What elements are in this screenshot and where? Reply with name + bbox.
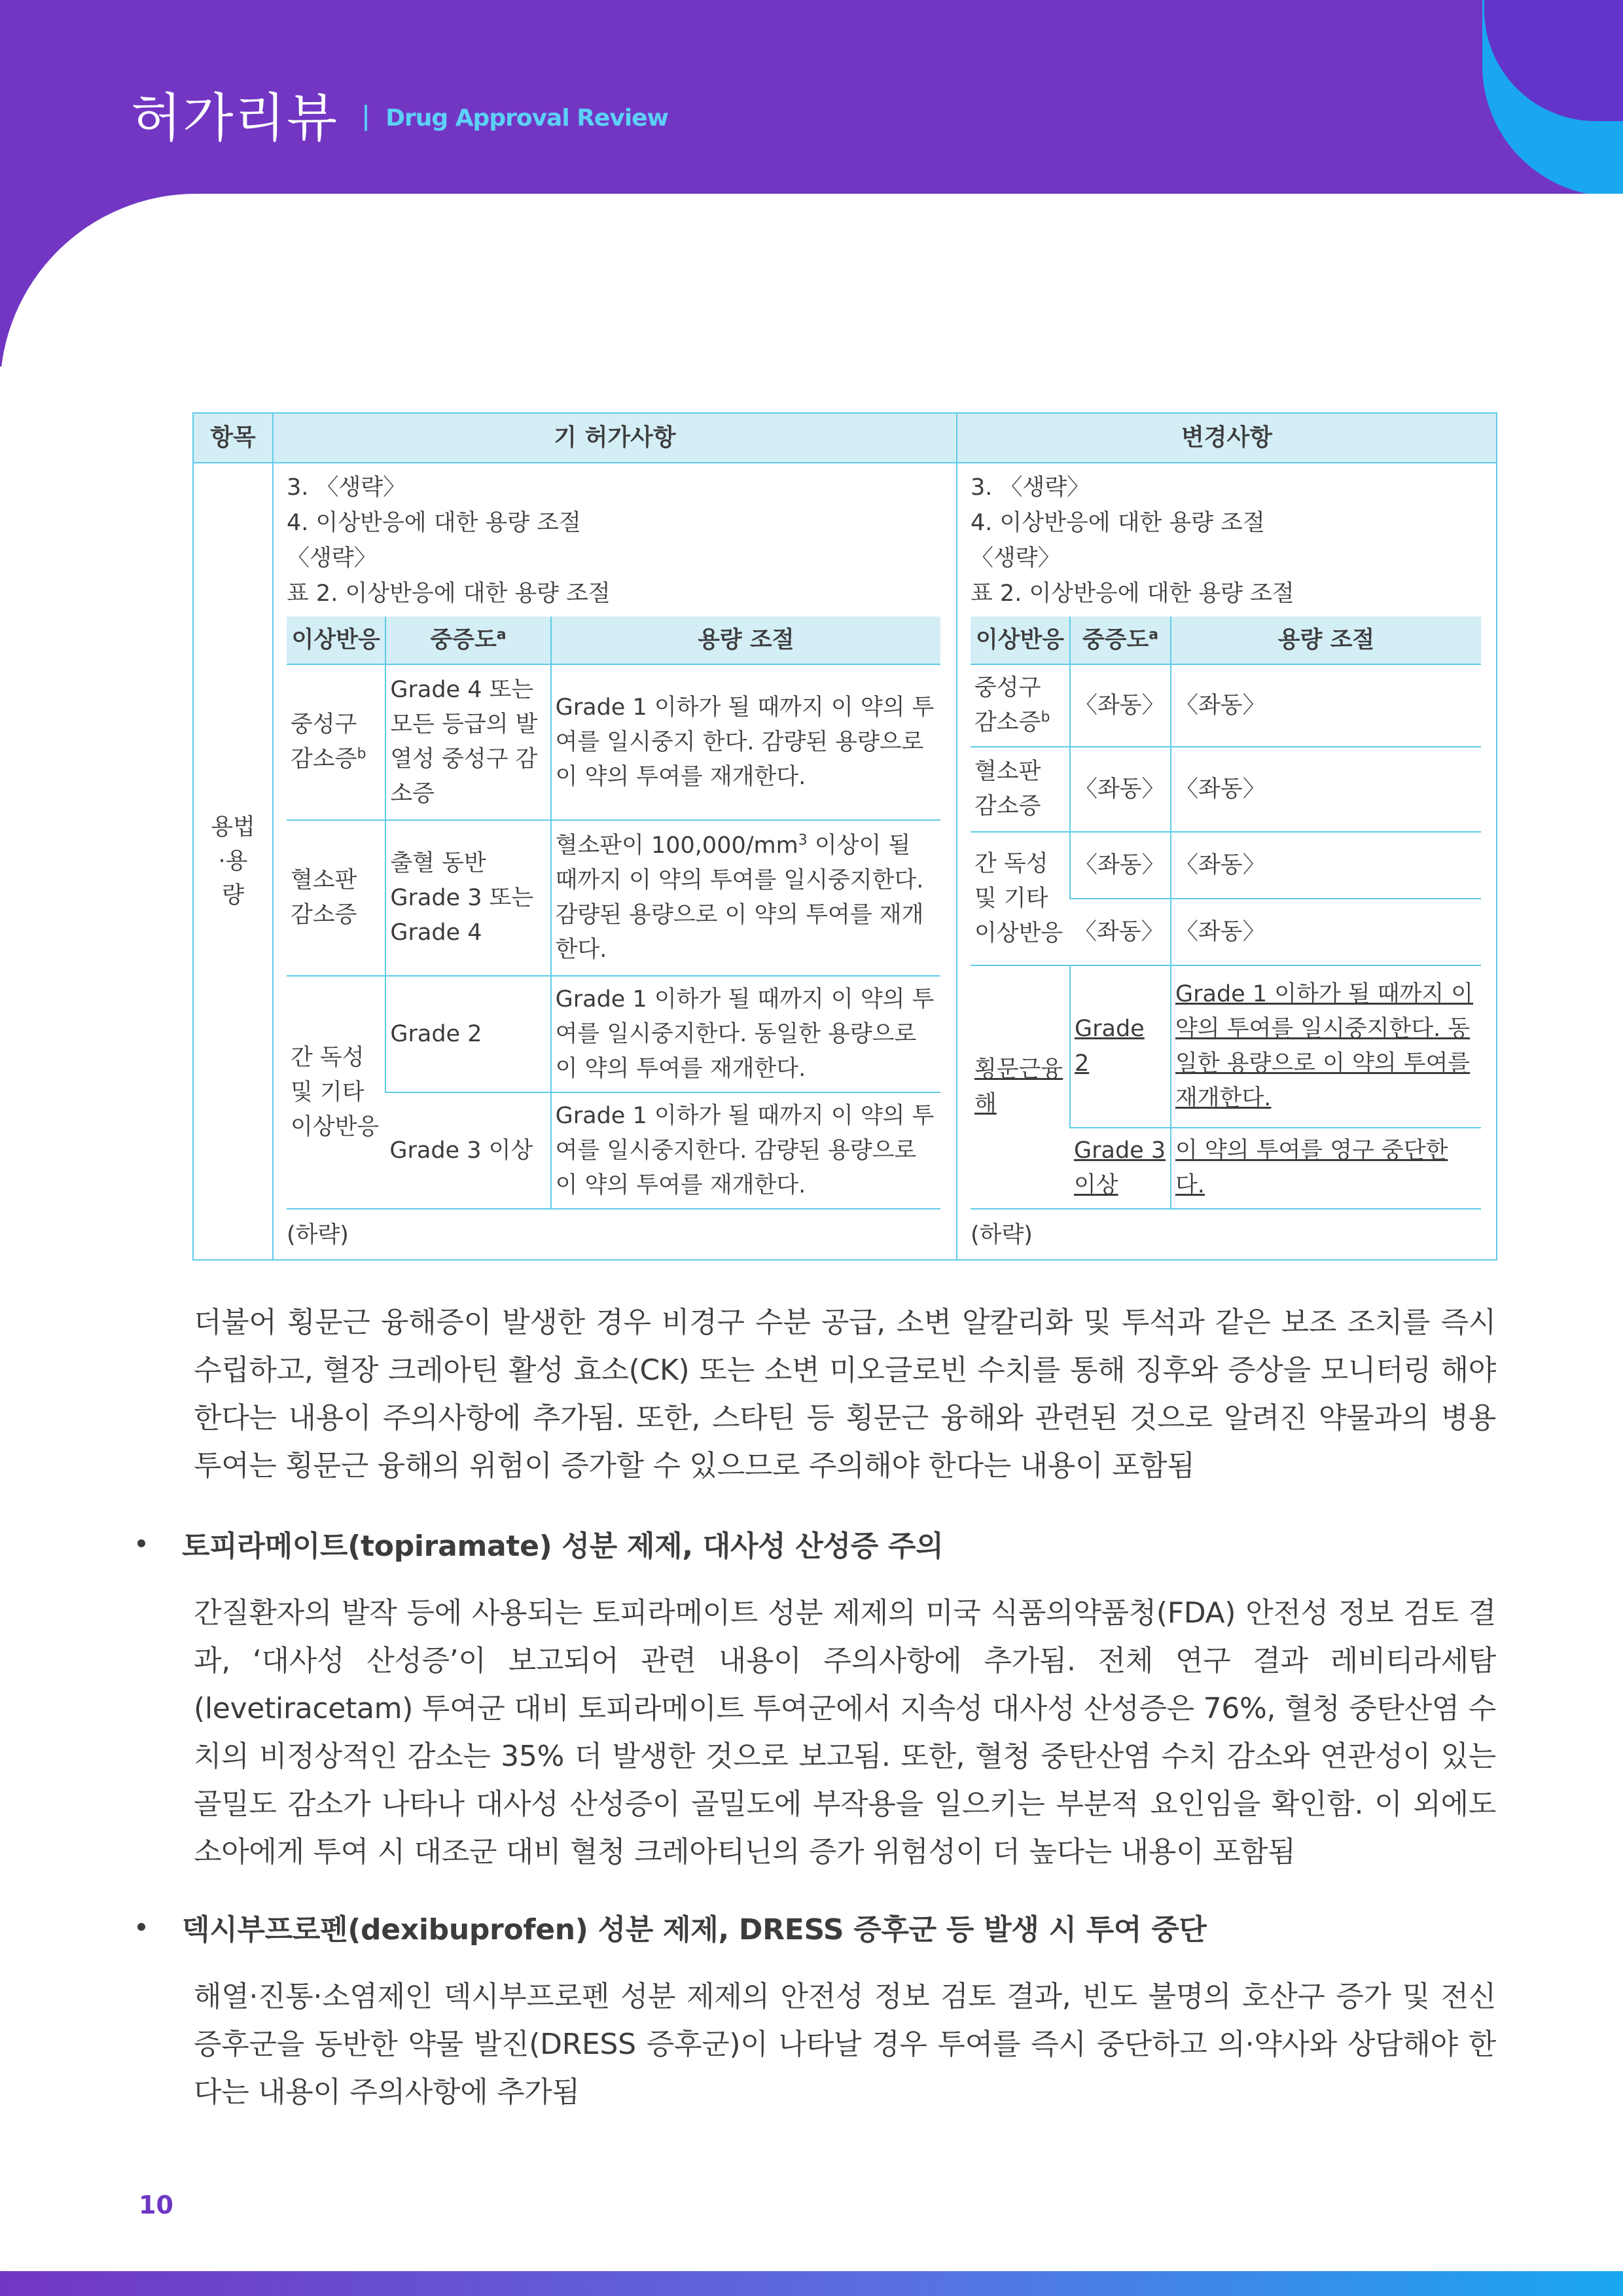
bullet-topiramate [137,1522,943,1564]
table-row [971,832,1481,899]
table-header-row [193,413,1497,463]
comparison-table [192,412,1497,1261]
severity-cell: 〈좌동〉 [1070,899,1171,965]
intro-line: 4. 이상반응에 대한 용량 조절 [971,510,1265,536]
table-row [287,976,940,1092]
reaction-cell: 횡문근융해 [971,965,1070,1209]
table-row [971,965,1481,1128]
page-number: 10 [139,2191,173,2219]
table-row [971,747,1481,832]
omitted-note: (하략) [287,1222,349,1248]
severity-cell: 〈좌동〉 [1070,747,1171,832]
severity-cell: 〈좌동〉 [1070,832,1171,899]
dose-cell: Grade 1 이하가 될 때까지 이 약의 투여를 일시중지한다. 동일한 용량으로 이 약의 투여를 재개한다. [551,976,940,1092]
dose-cell: 〈좌동〉 [1171,747,1481,832]
bullet-dexibuprofen [137,1906,1207,1948]
bullet-heading: 덱시부프로펜(dexibuprofen) 성분 제제, DRESS 증후군 등 발생 시 투여 중단 [182,1913,1207,1946]
severity-cell: Grade 3 이상 [385,1092,550,1209]
dose-cell: Grade 1 이하가 될 때까지 이 약의 투여를 일시중지한다. 동일한 용량으로 이 약의 투여를 재개한다. [1171,965,1481,1128]
table-row [287,820,940,976]
intro-line: 〈생략〉 [287,545,377,571]
section-title-korean: 허가리뷰 [131,87,339,149]
intro-line: 표 2. 이상반응에 대한 용량 조절 [971,581,1294,607]
header-changed: 변경사항 [957,413,1497,463]
intro-line: 3. 〈생략〉 [287,475,406,501]
reaction-cell: 간 독성 및 기타 이상반응 [971,832,1070,965]
intro-line: 4. 이상반응에 대한 용량 조절 [287,510,581,536]
reaction-cell: 중성구 감소증$^b$ [971,664,1070,747]
previous-cell [273,463,957,1260]
dose-cell: 〈좌동〉 [1171,899,1481,965]
severity-cell: 출혈 동반 Grade 3 또는 Grade 4 [385,820,550,976]
paragraph-rhabdomyolysis: 더불어 횡문근 융해증이 발생한 경우 비경구 수분 공급, 소변 알칼리화 및 투석과 같은 보조 조치를 즉시 수립하고, 혈장 크레아틴 활성 효소(CK) 또는 소변 미오글로빈 수치를 통해 징후와 증상을 모니터링 해야 한다는 내용이 주의사항에 추가됨. 또한, 스타틴 등 횡문근 융해와 관련된 것으로 알려진 약물과의 병용 투여는 횡문근 융해의 위험이 증가할 수 있으므로 주의해야 한다는 내용이 포함됨 [194,1306,1496,1482]
severity-cell: Grade 2 [1070,965,1171,1128]
header-previous: 기 허가사항 [273,413,957,463]
reaction-cell: 혈소판 감소증 [971,747,1070,832]
intro-line: 〈생략〉 [971,545,1061,571]
intro-line: 3. 〈생략〉 [971,475,1090,501]
sub-header-dose: 용량 조절 [1171,617,1481,664]
table-row [971,664,1481,747]
sub-header-severity: 중증도$^a$ [385,617,550,664]
dose-table-changed [971,617,1481,1210]
sub-header-reaction: 이상반응 [971,617,1070,664]
sub-header-severity: 중증도$^a$ [1070,617,1171,664]
reaction-cell: 간 독성 및 기타 이상반응 [287,976,385,1209]
paragraph-dexibuprofen: 해열·진통·소염제인 덱시부프로펜 성분 제제의 안전성 정보 검토 결과, 빈도 불명의 호산구 증가 및 전신 증후군을 동반한 약물 발진(DRESS 증후군)이 나타날 경우 투여를 즉시 중단하고 의·약사와 상담해야 한다는 내용이 주의사항에 추가됨 [194,1980,1496,2109]
reaction-cell: 혈소판 감소증 [287,820,385,976]
bullet-dot-icon [137,1923,145,1931]
table-row [287,664,940,820]
reaction-cell: 중성구 감소증$^b$ [287,664,385,820]
section-title-english: Drug Approval Review [385,104,668,132]
omitted-note: (하략) [971,1222,1033,1248]
severity-cell: Grade 2 [385,976,550,1092]
title-divider [365,105,367,131]
dose-cell: 〈좌동〉 [1171,832,1481,899]
severity-cell: 〈좌동〉 [1070,664,1171,747]
dose-cell: Grade 1 이하가 될 때까지 이 약의 투여를 일시중지 한다. 감량된 용량으로 이 약의 투여를 재개한다. [551,664,940,820]
footer-bar [0,2271,1623,2296]
dose-cell: 혈소판이 $100,000/mm^3$ 이상이 될 때까지 이 약의 투여를 일시중지한다. 감량된 용량으로 이 약의 투여를 재개한다. [551,820,940,976]
sub-header-reaction: 이상반응 [287,617,385,664]
dose-cell: Grade 1 이하가 될 때까지 이 약의 투여를 일시중지한다. 감량된 용량으로 이 약의 투여를 재개한다. [551,1092,940,1209]
paragraph-topiramate: 간질환자의 발작 등에 사용되는 토피라메이트 성분 제제의 미국 식품의약품청(FDA) 안전성 정보 검토 결과, ‘대사성 산성증’이 보고되어 관련 내용이 주의사항에 추가됨. 전체 연구 결과 레비티라세탐(levetiracetam) 투여군 대비 토피라메이트 투여군에서 지속성 대사성 산성증은 76%, 혈청 중탄산염 수치의 비정상적인 감소는 35% 더 발생한 것으로 보고됨. 또한, 혈청 중탄산염 수치 감소와 연관성이 있는 골밀도 감소가 나타나 대사성 산성증이 골밀도에 부작용을 일으키는 부분적 요인임을 확인함. 이 외에도 소아에게 투여 시 대조군 대비 혈청 크레아티닌의 증가 위험성이 더 높다는 내용이 포함됨 [194,1596,1496,1869]
dose-table-previous [287,617,940,1210]
dose-cell: 이 약의 투여를 영구 중단한다. [1171,1128,1481,1209]
severity-cell: Grade 3 이상 [1070,1128,1171,1209]
section-header [131,77,668,149]
bullet-dot-icon [137,1539,145,1547]
dose-cell: 〈좌동〉 [1171,664,1481,747]
item-label: 용법·용량 [193,463,273,1260]
severity-cell: Grade 4 또는 모든 등급의 발열성 중성구 감소증 [385,664,550,820]
table-row [193,463,1497,1260]
sub-header-dose: 용량 조절 [551,617,940,664]
intro-line: 표 2. 이상반응에 대한 용량 조절 [287,581,611,607]
bullet-heading: 토피라메이트(topiramate) 성분 제제, 대사성 산성증 주의 [182,1530,944,1563]
header-item: 항목 [193,413,273,463]
changed-cell [957,463,1497,1260]
